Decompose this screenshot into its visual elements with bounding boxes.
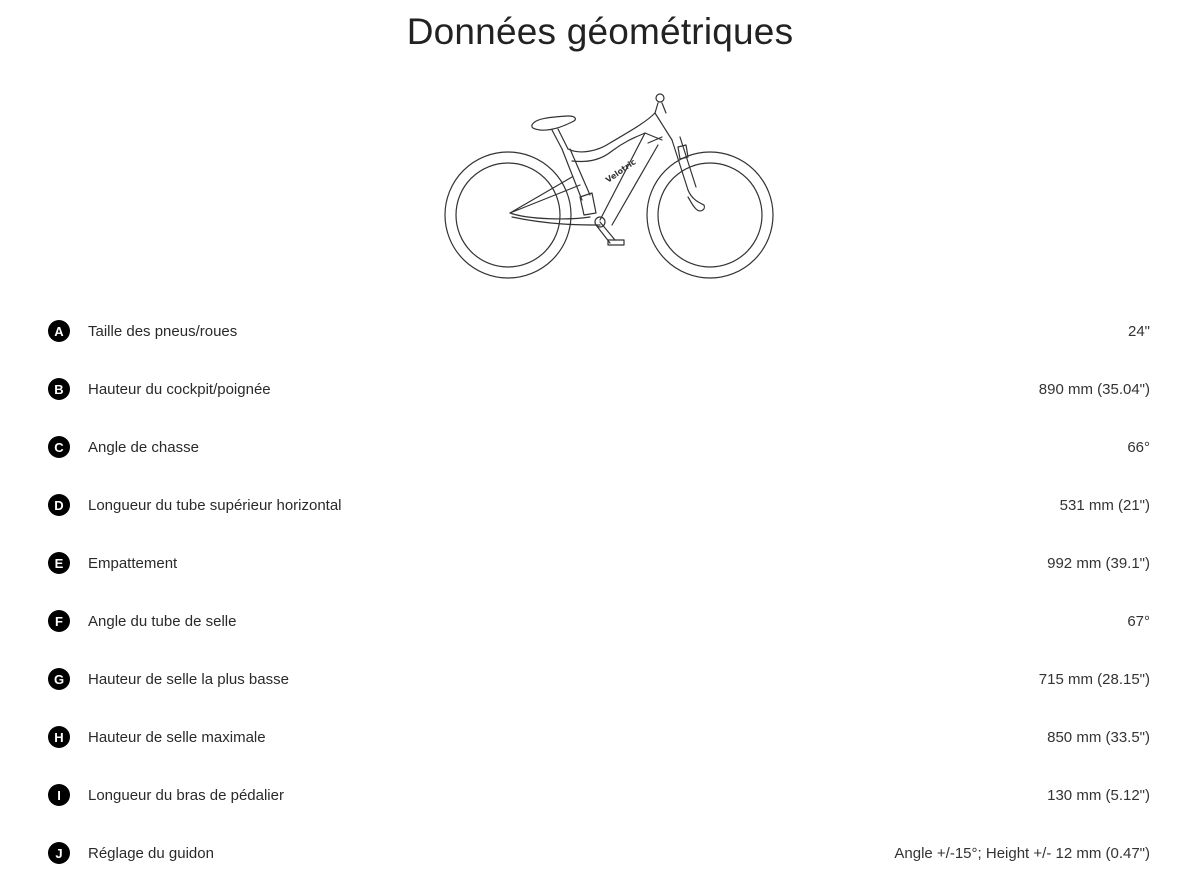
geometry-spec-list	[48, 302, 1150, 880]
spec-value: 890 mm (35.04")	[1038, 380, 1150, 398]
letter-badge-c: C	[48, 436, 70, 458]
letter-badge-b: B	[48, 378, 70, 400]
spec-row-b	[48, 360, 1150, 418]
spec-row-c	[48, 418, 1150, 476]
spec-value: Angle +/-15°; Height +/- 12 mm (0.47")	[894, 844, 1150, 862]
spec-row-g	[48, 650, 1150, 708]
spec-row-i	[48, 766, 1150, 824]
spec-label: Longueur du tube supérieur horizontal	[88, 496, 342, 514]
svg-text:Velotric: Velotric	[603, 157, 638, 185]
letter-badge-i: I	[48, 784, 70, 806]
spec-row-a	[48, 302, 1150, 360]
spec-row-h	[48, 708, 1150, 766]
spec-value: 130 mm (5.12")	[1047, 786, 1150, 804]
spec-value: 531 mm (21")	[1059, 496, 1150, 514]
spec-label: Hauteur de selle la plus basse	[88, 670, 289, 688]
page-title: Données géométriques	[406, 11, 794, 52]
spec-value: 715 mm (28.15")	[1038, 670, 1150, 688]
spec-row-d	[48, 476, 1150, 534]
letter-badge-h: H	[48, 726, 70, 748]
letter-badge-j: J	[48, 842, 70, 864]
letter-badge-e: E	[48, 552, 70, 574]
bike-geometry-illustration	[440, 85, 780, 285]
spec-value: 66°	[1127, 438, 1150, 456]
spec-value: 67°	[1127, 612, 1150, 630]
letter-badge-g: G	[48, 668, 70, 690]
letter-badge-d: D	[48, 494, 70, 516]
bicycle-icon	[440, 85, 780, 285]
spec-value: 992 mm (39.1")	[1047, 554, 1150, 572]
spec-label: Hauteur de selle maximale	[88, 728, 266, 746]
letter-badge-f: F	[48, 610, 70, 632]
spec-value: 24"	[1127, 322, 1150, 340]
spec-label: Empattement	[88, 554, 178, 572]
spec-label: Hauteur du cockpit/poignée	[88, 380, 271, 398]
spec-value: 850 mm (33.5")	[1047, 728, 1150, 746]
spec-row-e	[48, 534, 1150, 592]
spec-label: Réglage du guidon	[88, 844, 214, 862]
letter-badge-a: A	[48, 320, 70, 342]
spec-label: Taille des pneus/roues	[88, 322, 238, 340]
spec-label: Angle du tube de selle	[88, 612, 237, 630]
spec-label: Longueur du bras de pédalier	[88, 786, 284, 804]
spec-row-j	[48, 824, 1150, 880]
spec-label: Angle de chasse	[88, 438, 199, 456]
spec-row-f	[48, 592, 1150, 650]
